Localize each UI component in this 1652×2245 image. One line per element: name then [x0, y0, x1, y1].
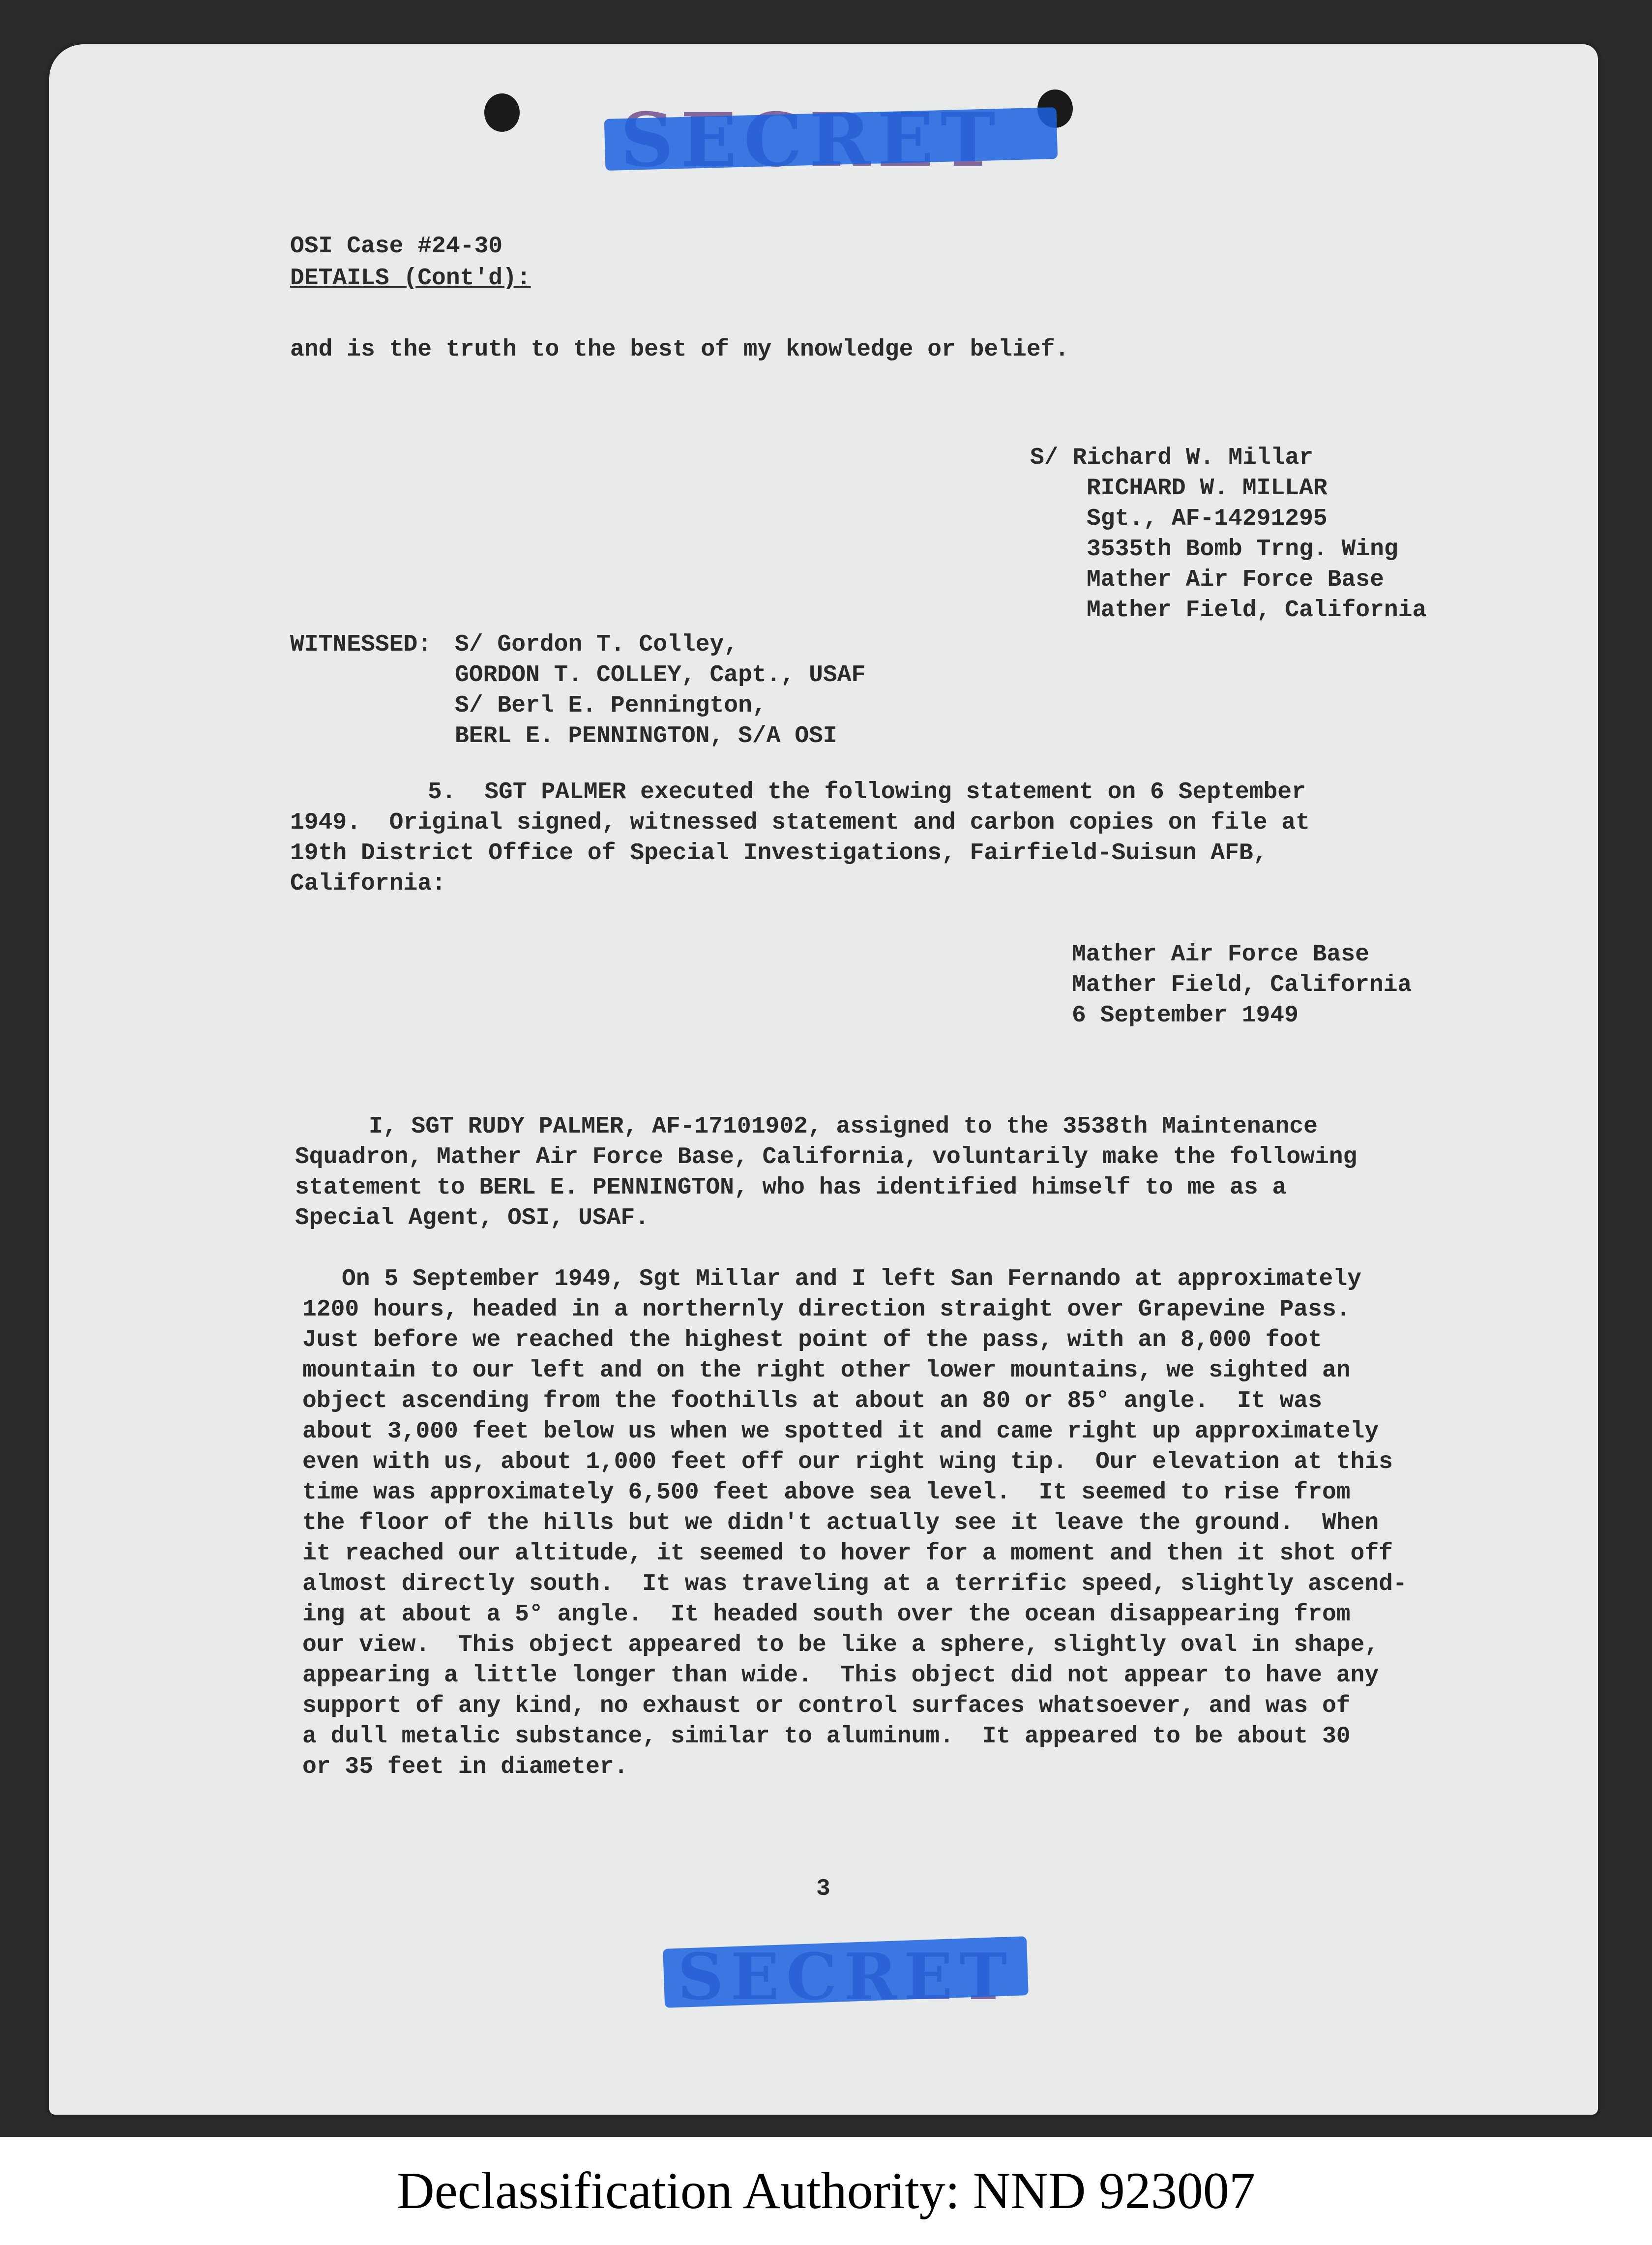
- punch-hole-left: [484, 93, 520, 132]
- witness-block: [455, 629, 865, 751]
- page-number: 3: [816, 1876, 830, 1902]
- location-line: Mather Field, California: [1072, 972, 1412, 998]
- paragraph-line: appearing a little longer than wide. This object did not appear to have any: [302, 1662, 1379, 1689]
- paragraph-line: California:: [290, 870, 446, 897]
- location-date-block: [1072, 939, 1412, 1031]
- details-heading: DETAILS (Cont'd):: [290, 265, 531, 292]
- paragraph-line: mountain to our left and on the right other lower mountains, we sighted an: [302, 1357, 1351, 1384]
- paragraph-line: or 35 feet in diameter.: [302, 1754, 628, 1780]
- case-number: OSI Case #24-30: [290, 233, 503, 260]
- witness-line: BERL E. PENNINGTON, S/A OSI: [455, 723, 837, 749]
- witness-line: S/ Gordon T. Colley,: [455, 631, 738, 658]
- paragraph-line: our view. This object appeared to be like a sphere, slightly oval in shape,: [302, 1632, 1379, 1658]
- item-5-paragraph: [290, 777, 1310, 899]
- paragraph-line: almost directly south. It was traveling at a terrific speed, slightly ascend-: [302, 1571, 1407, 1597]
- paragraph-line: it reached our altitude, it seemed to hover for a moment and then it shot off: [302, 1540, 1393, 1567]
- signature-line: Sgt., AF-14291295: [1087, 506, 1328, 532]
- witness-line: GORDON T. COLLEY, Capt., USAF: [455, 662, 866, 688]
- declassification-footer: Declassification Authority: NND 923007: [397, 2162, 1255, 2219]
- statement-body: [302, 1264, 1407, 1782]
- location-line: Mather Air Force Base: [1072, 941, 1369, 968]
- location-line: 6 September 1949: [1072, 1002, 1298, 1029]
- signature-line: Mather Field, California: [1087, 597, 1427, 624]
- statement-intro: [295, 1111, 1357, 1233]
- paragraph-line: object ascending from the foothills at about an 80 or 85° angle. It was: [302, 1388, 1322, 1414]
- paragraph-line: Special Agent, OSI, USAF.: [295, 1205, 649, 1231]
- paragraph-line: 1200 hours, headed in a northernly direction straight over Grapevine Pass.: [302, 1296, 1351, 1323]
- paragraph-line: ing at about a 5° angle. It headed south over the ocean disappearing from: [302, 1601, 1351, 1628]
- paragraph-line: the floor of the hills but we didn't actually see it leave the ground. When: [302, 1510, 1379, 1536]
- paragraph-line: time was approximately 6,500 feet above sea level. It seemed to rise from: [302, 1479, 1351, 1506]
- signature-line: S/ Richard W. Millar: [1030, 445, 1314, 471]
- paragraph-line: 19th District Office of Special Investigations, Fairfield-Suisun AFB,: [290, 840, 1268, 867]
- paragraph-line: about 3,000 feet below us when we spotted it and came right up approximately: [302, 1418, 1379, 1445]
- signature-line: 3535th Bomb Trng. Wing: [1087, 536, 1398, 563]
- paragraph-line: even with us, about 1,000 feet off our right wing tip. Our elevation at this: [302, 1449, 1393, 1475]
- signature-line: Mather Air Force Base: [1087, 567, 1384, 593]
- signature-line: RICHARD W. MILLAR: [1087, 475, 1328, 502]
- document-page: [49, 44, 1598, 2115]
- witness-line: S/ Berl E. Pennington,: [455, 692, 767, 719]
- paragraph-line: statement to BERL E. PENNINGTON, who has identified himself to me as a: [295, 1174, 1287, 1201]
- paragraph-line: On 5 September 1949, Sgt Millar and I left San Fernando at approximately: [342, 1266, 1361, 1292]
- paragraph-line: 1949. Original signed, witnessed statement and carbon copies on file at: [290, 809, 1310, 836]
- paragraph-line: Squadron, Mather Air Force Base, California, voluntarily make the following: [295, 1144, 1357, 1170]
- paragraph-line: 5. SGT PALMER executed the following statement on 6 September: [428, 779, 1306, 806]
- witness-label: WITNESSED:: [290, 631, 432, 658]
- paragraph-line: Just before we reached the highest point of the pass, with an 8,000 foot: [302, 1327, 1322, 1353]
- paragraph-line: a dull metalic substance, similar to aluminum. It appeared to be about 30: [302, 1723, 1351, 1750]
- closing-line: and is the truth to the best of my knowledge or belief.: [290, 336, 1069, 363]
- paragraph-line: support of any kind, no exhaust or control surfaces whatsoever, and was of: [302, 1693, 1351, 1719]
- paragraph-line: I, SGT RUDY PALMER, AF-17101902, assigned to the 3538th Maintenance: [369, 1113, 1318, 1140]
- signature-block: [1030, 443, 1426, 626]
